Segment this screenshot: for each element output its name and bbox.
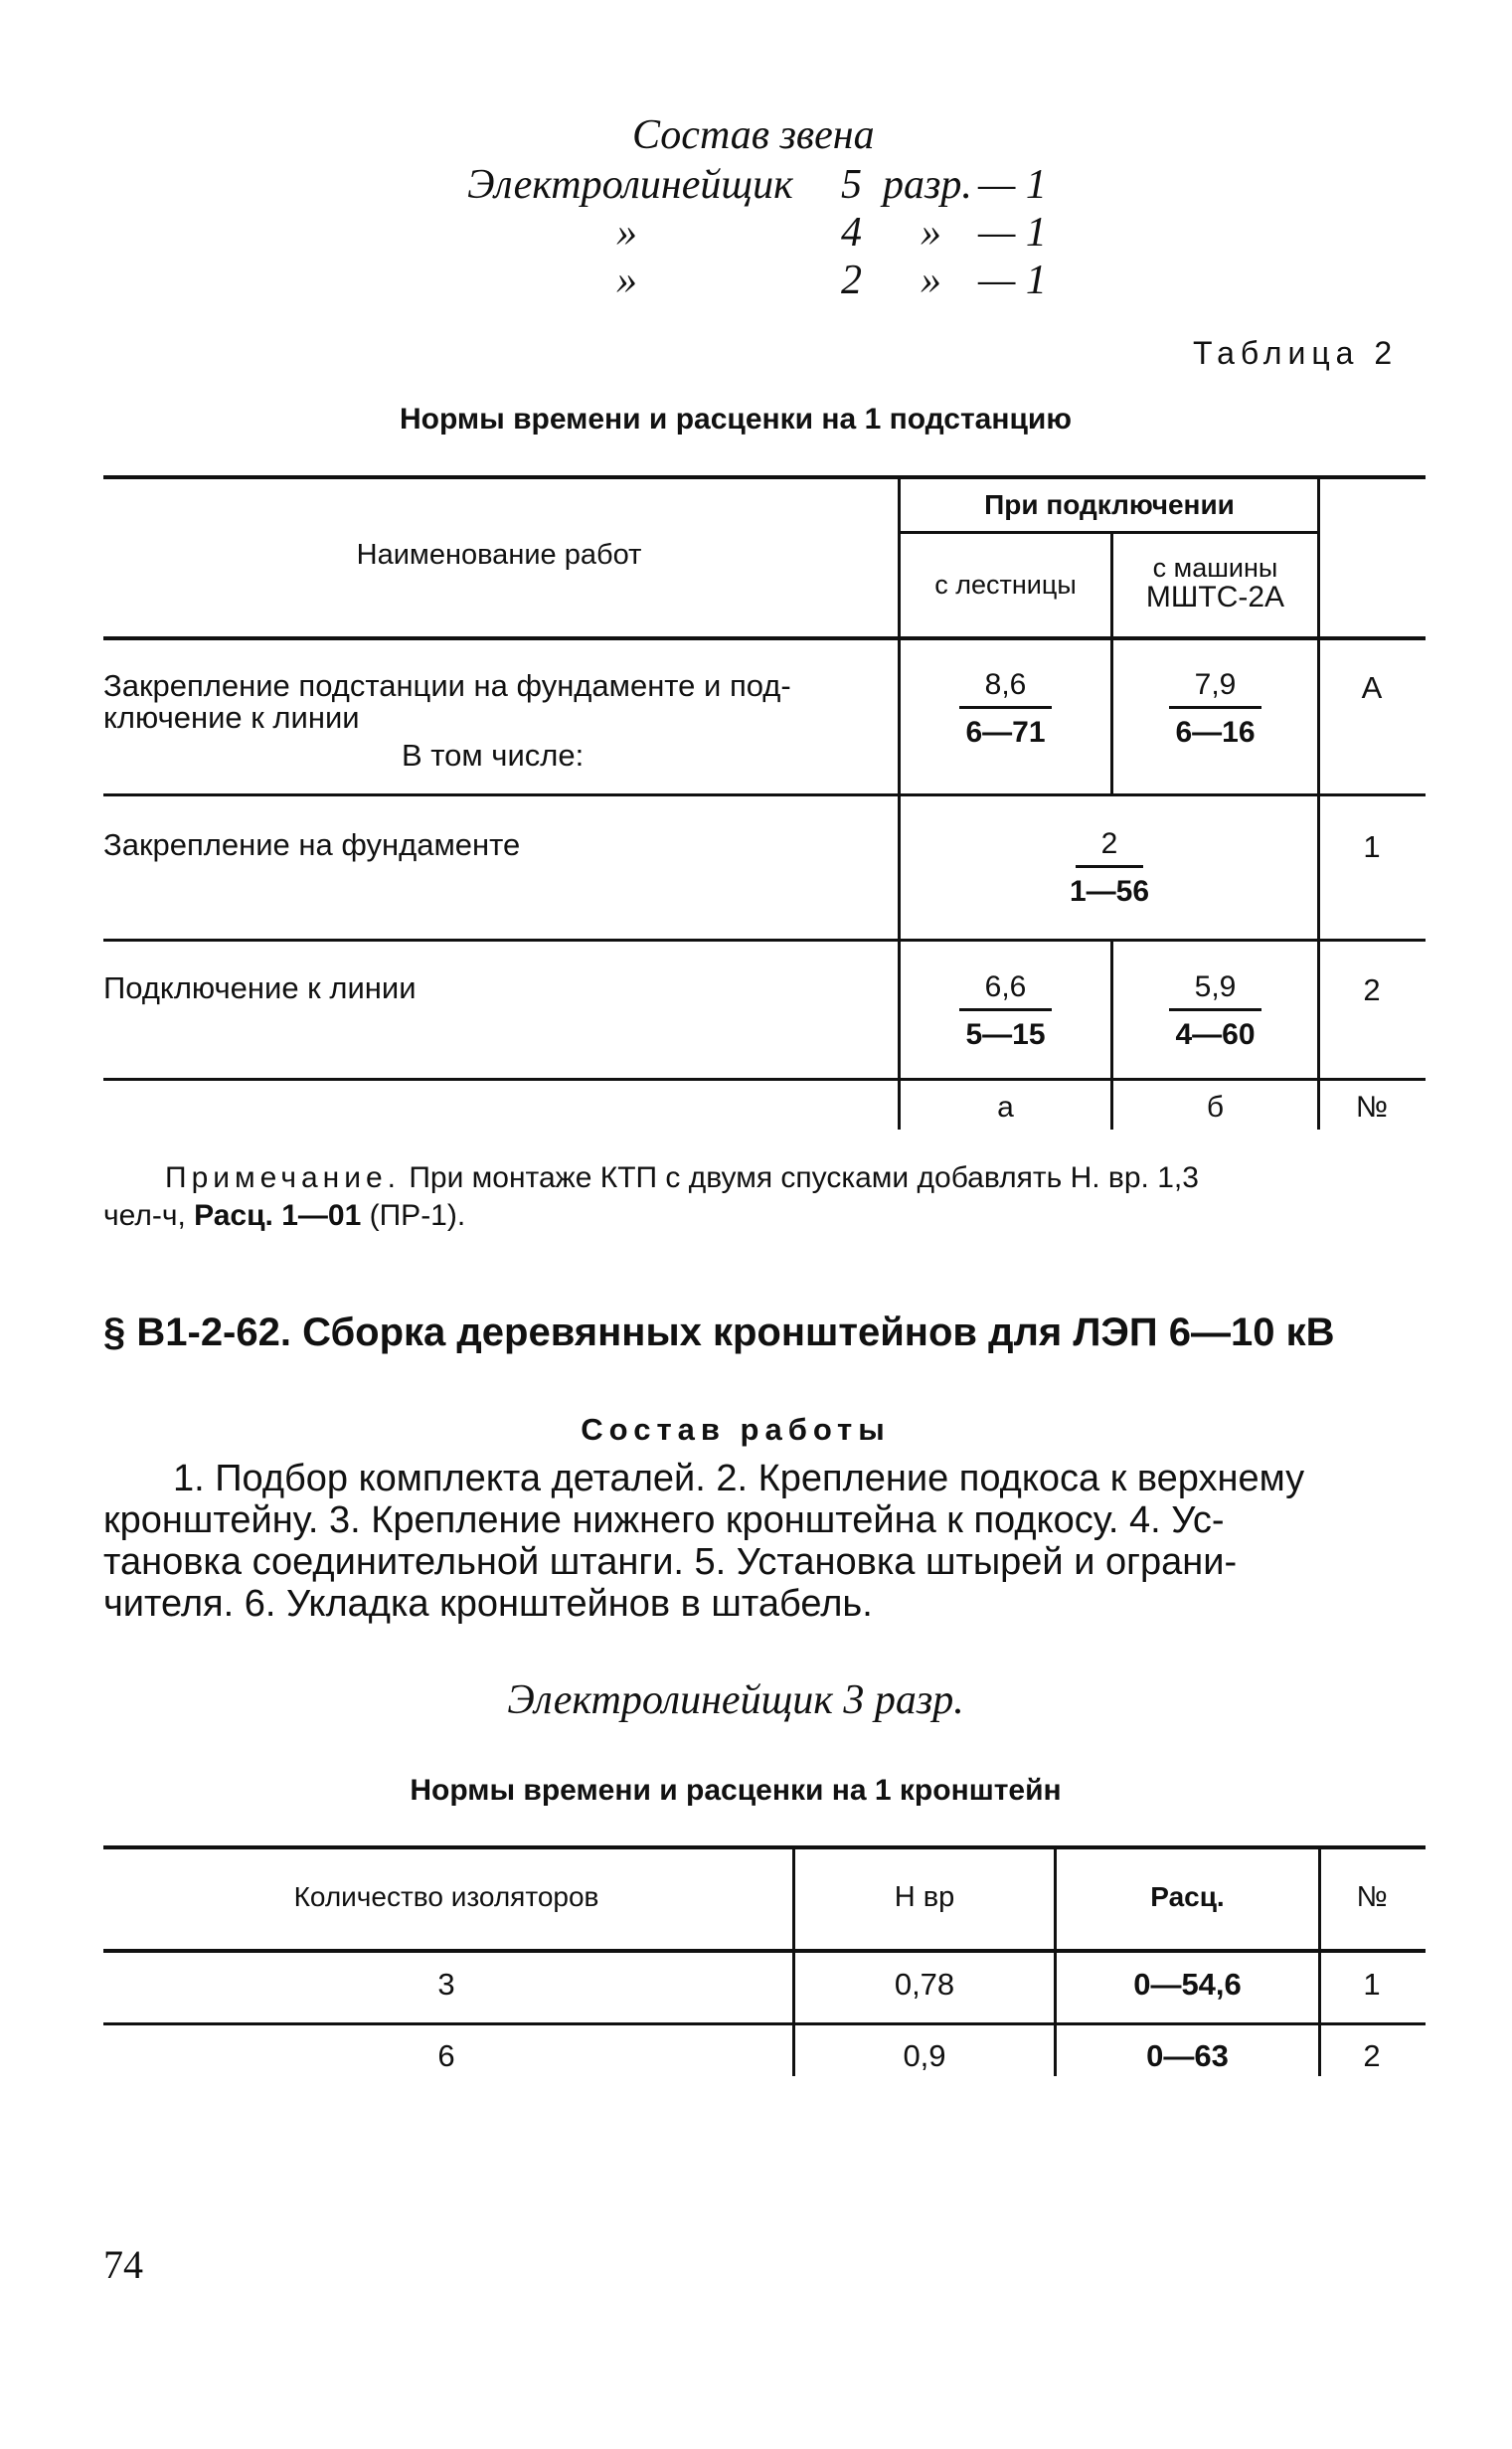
work-line: чителя. 6. Укладка кронштейнов в штабель. bbox=[103, 1583, 873, 1625]
time-norm: 6,6 bbox=[959, 970, 1053, 1011]
rate-value: 6—16 bbox=[1175, 716, 1256, 749]
column-letter-a: а bbox=[997, 1091, 1014, 1124]
worker-grade: Электролинейщик 3 разр. bbox=[507, 1677, 964, 1723]
rate-value: 1—56 bbox=[1069, 875, 1150, 908]
rate-value: 0—54,6 bbox=[1133, 1967, 1242, 2002]
header-connection-group: При подключении bbox=[984, 489, 1235, 520]
rate-value: 6—71 bbox=[965, 716, 1046, 749]
work-description bbox=[103, 1458, 1435, 1625]
header-from-machine bbox=[1113, 553, 1317, 612]
crew-who: » bbox=[616, 210, 637, 256]
header-from-machine-line2: МШТС-2А bbox=[1145, 581, 1285, 613]
page-number: 74 bbox=[103, 2242, 143, 2287]
crew-line-1 bbox=[467, 161, 1064, 211]
crew-title: Состав звена bbox=[632, 112, 875, 158]
note bbox=[103, 1159, 1437, 1235]
crew-unit: разр. bbox=[883, 162, 972, 208]
row-name-line2: ключение к линии bbox=[103, 700, 360, 735]
table-row: Подключение к линии bbox=[103, 970, 417, 1005]
note-label: Примечание. bbox=[165, 1161, 401, 1194]
crew-count: — 1 bbox=[978, 210, 1047, 256]
time-norm: 0,78 bbox=[894, 1967, 955, 2002]
table-row bbox=[103, 668, 889, 774]
rate-fraction bbox=[1113, 970, 1317, 1055]
header-from-ladder: с лестницы bbox=[934, 570, 1077, 600]
work-line: 1. Подбор комплекта деталей. 2. Крепление подкоса к верхнему bbox=[173, 1458, 1305, 1499]
header-number-sign: № bbox=[1356, 1881, 1388, 1913]
insulator-count: 6 bbox=[437, 2038, 455, 2073]
row-number: 1 bbox=[1363, 1967, 1381, 2002]
time-norm: 7,9 bbox=[1169, 668, 1262, 709]
row-name-line1: Закрепление подстанции на фундаменте и под- bbox=[103, 668, 791, 703]
row-name-line3: В том числе: bbox=[402, 738, 585, 773]
table-caption-2: Нормы времени и расценки на 1 кронштейн bbox=[410, 1774, 1062, 1807]
time-norm: 8,6 bbox=[959, 668, 1053, 709]
row-number: А bbox=[1361, 670, 1383, 705]
work-composition-title: Состав работы bbox=[581, 1412, 891, 1447]
header-work-name: Наименование работ bbox=[356, 539, 642, 571]
time-norm: 0,9 bbox=[903, 2038, 946, 2073]
crew-grade: 4 bbox=[841, 210, 862, 256]
crew-count: — 1 bbox=[978, 162, 1047, 208]
table-row: Закрепление на фундаменте bbox=[103, 827, 521, 862]
note-text: При монтаже КТП с двумя спусками добавлять Н. вр. 1,3 bbox=[409, 1161, 1199, 1194]
table-label: Таблица 2 bbox=[1193, 335, 1399, 371]
crew-line-3 bbox=[467, 257, 1064, 306]
work-line: кронштейну. 3. Крепление нижнего кронштейна к подкосу. 4. Ус- bbox=[103, 1499, 1225, 1541]
rate-fraction bbox=[901, 827, 1318, 912]
crew-who: » bbox=[616, 258, 637, 303]
crew-grade: 2 bbox=[841, 258, 862, 303]
crew-unit: » bbox=[921, 210, 941, 256]
rate-value: 0—63 bbox=[1146, 2038, 1229, 2073]
crew-who: Электролинейщик bbox=[467, 162, 793, 208]
rate-value: 5—15 bbox=[965, 1018, 1046, 1051]
note-rate: Расц. 1—01 bbox=[194, 1199, 362, 1232]
column-letter-b: б bbox=[1206, 1091, 1225, 1124]
crew-line-2 bbox=[467, 209, 1064, 259]
insulator-count: 3 bbox=[437, 1967, 455, 2002]
header-rate: Расц. bbox=[1150, 1881, 1225, 1912]
header-time-norm: Н вр bbox=[894, 1881, 955, 1913]
rate-fraction bbox=[1113, 668, 1317, 753]
row-number: 2 bbox=[1363, 2038, 1381, 2073]
rate-fraction bbox=[901, 970, 1110, 1055]
column-number-sign: № bbox=[1355, 1091, 1389, 1124]
rate-fraction bbox=[901, 668, 1110, 753]
section-title: § В1-2-62. Сборка деревянных кронштейнов для ЛЭП 6—10 кВ bbox=[103, 1311, 1335, 1354]
table-caption: Нормы времени и расценки на 1 подстанцию bbox=[400, 403, 1072, 436]
note-text: (ПР-1). bbox=[369, 1199, 466, 1232]
rate-value: 4—60 bbox=[1175, 1018, 1256, 1051]
time-norm: 2 bbox=[1076, 827, 1144, 868]
crew-count: — 1 bbox=[978, 258, 1047, 303]
work-line: тановка соединительной штанги. 5. Установка штырей и ограни- bbox=[103, 1541, 1238, 1583]
time-norm: 5,9 bbox=[1169, 970, 1262, 1011]
header-insulator-count: Количество изоляторов bbox=[293, 1881, 599, 1912]
note-text: чел-ч, bbox=[103, 1199, 186, 1232]
row-number: 1 bbox=[1363, 829, 1381, 864]
crew-grade: 5 bbox=[841, 162, 862, 208]
row-number: 2 bbox=[1363, 972, 1381, 1007]
header-from-machine-line1: с машины bbox=[1152, 553, 1278, 583]
crew-unit: » bbox=[921, 258, 941, 303]
